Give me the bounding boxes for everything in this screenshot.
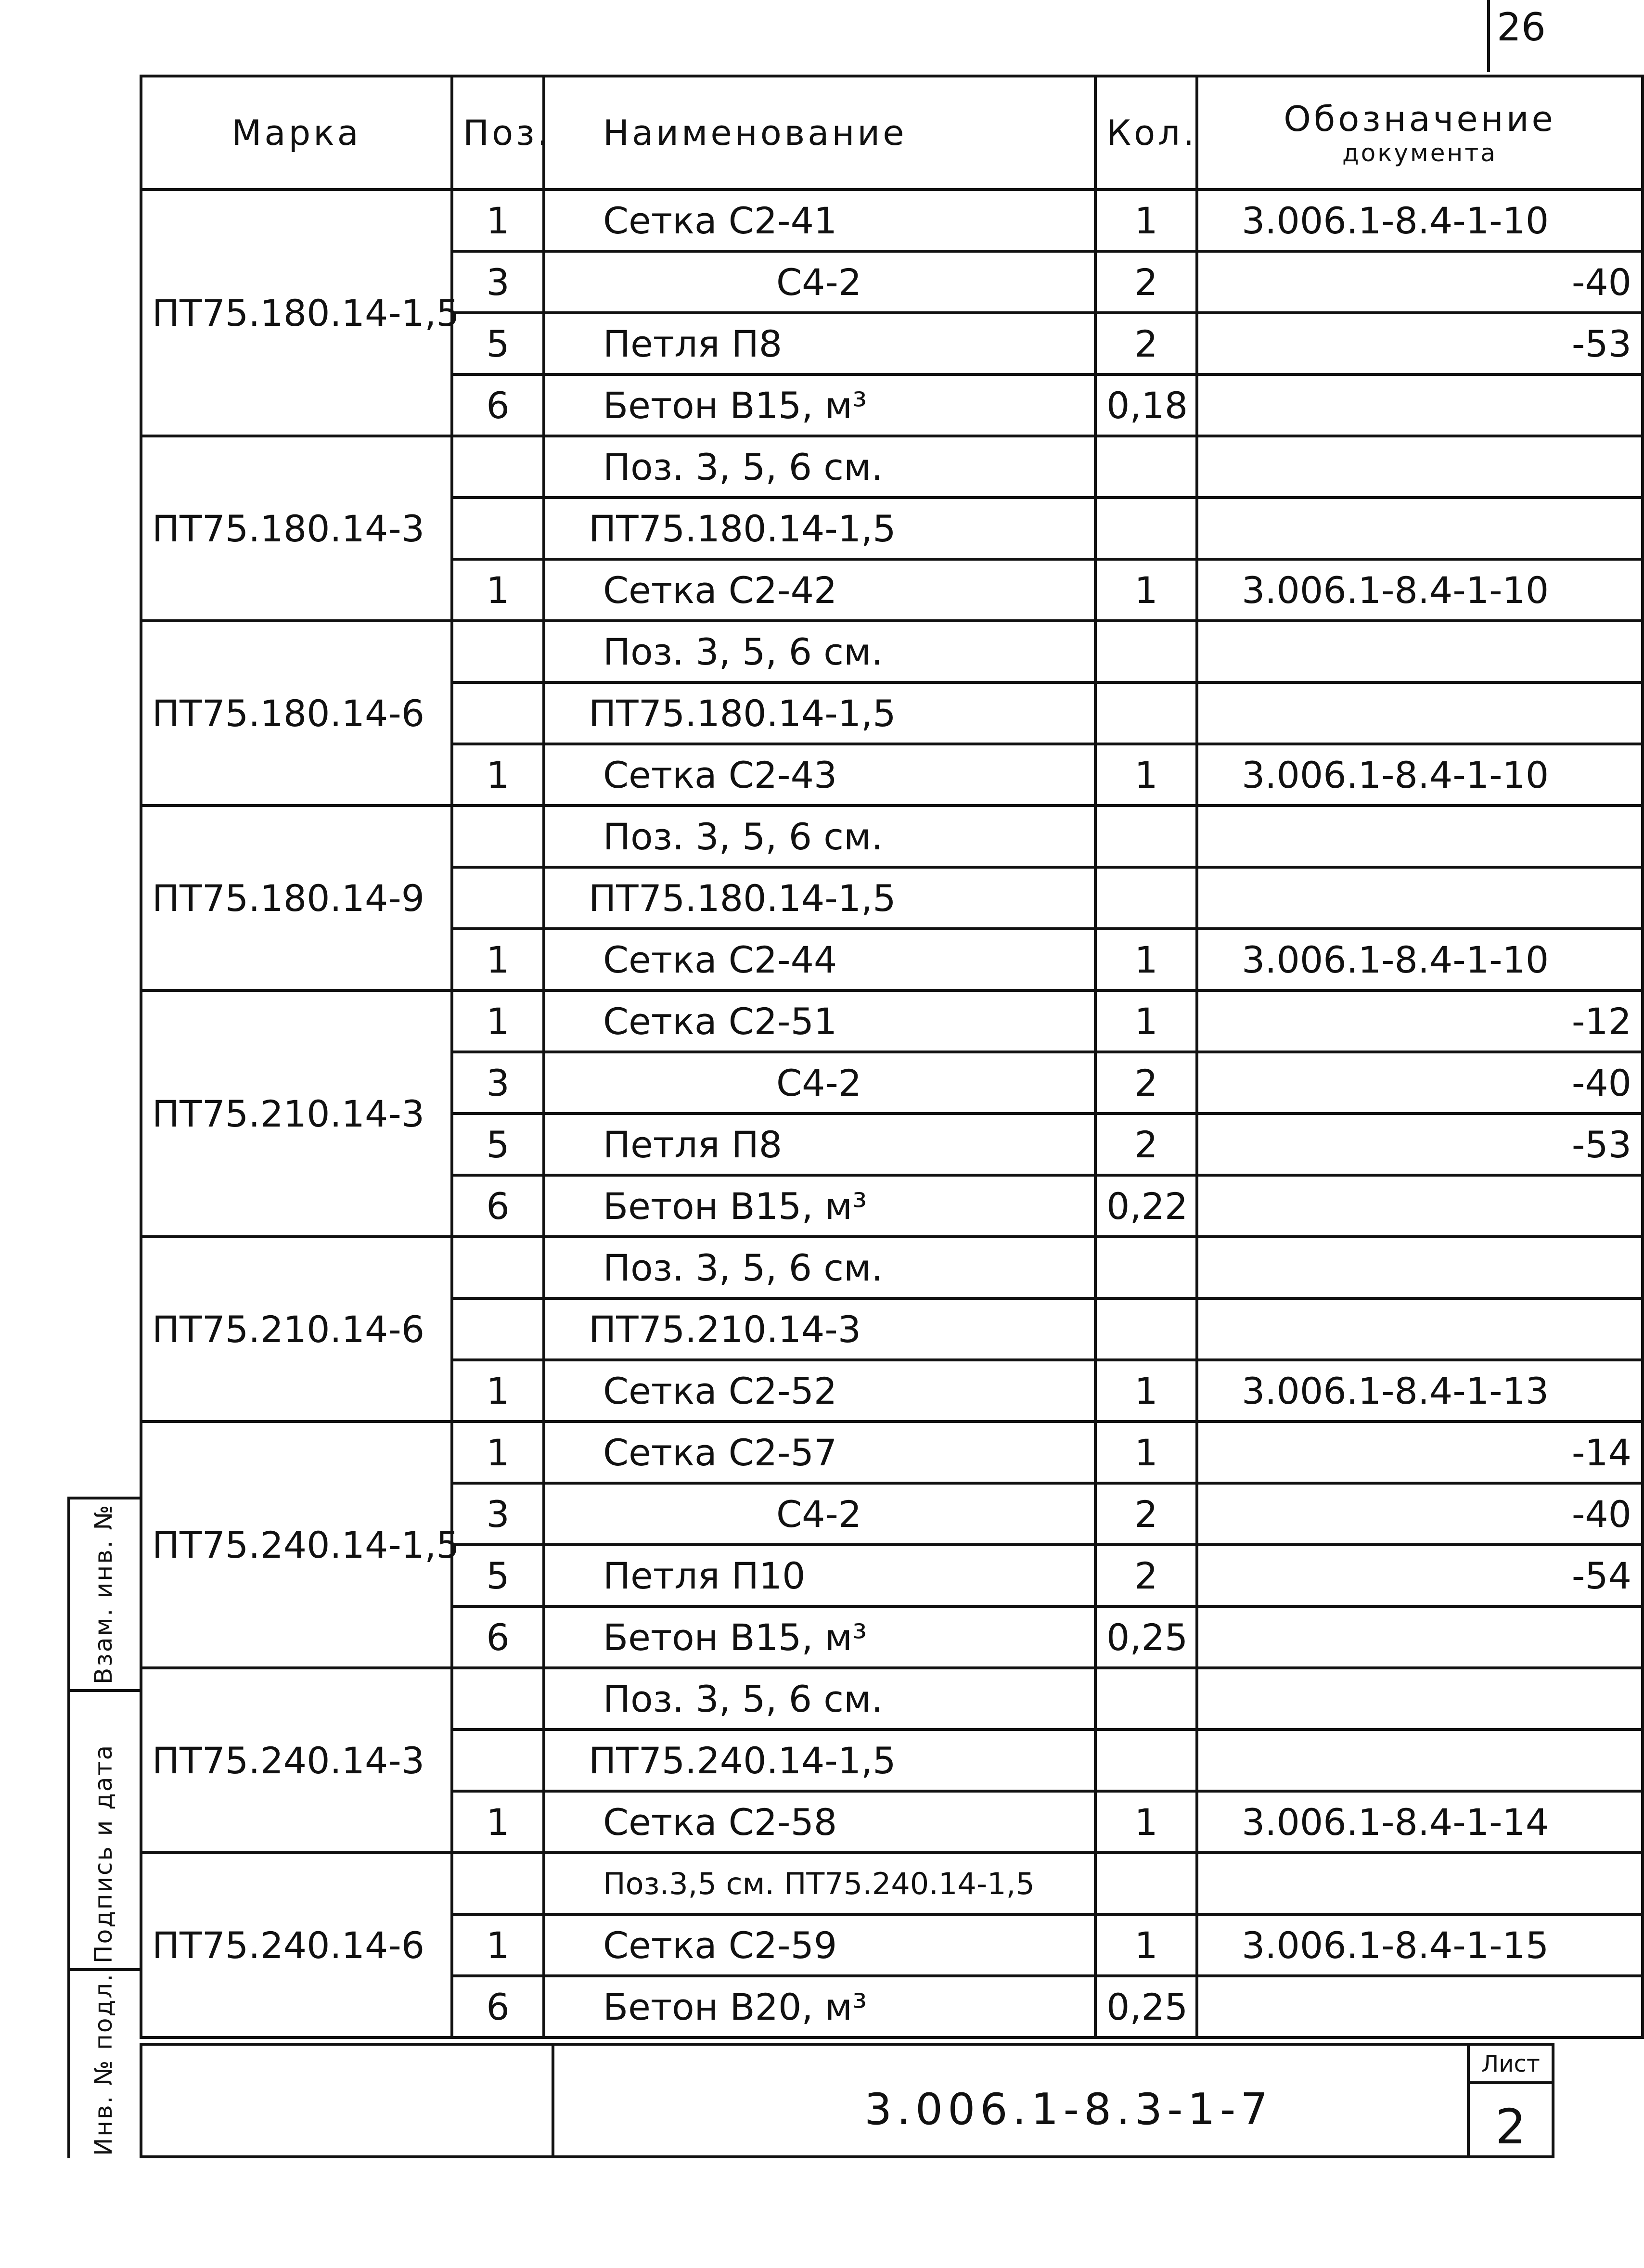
cell-mark: ПТ75.180.14-9 [141,806,452,990]
margin-stamp [67,1497,142,2158]
cell-name: Сетка С2-44 [544,929,1095,990]
cell-mark: ПТ75.210.14-6 [141,1237,452,1422]
cell-doc [1197,1175,1643,1237]
cell-qty: 2 [1095,1483,1197,1545]
cell-qty: 1 [1095,744,1197,806]
cell-doc [1197,1976,1643,2037]
cell-pos: 6 [452,1606,544,1668]
cell-doc: 3.006.1-8.4-1-14 [1197,1791,1643,1853]
header-doc-subtitle: документа [1342,139,1497,167]
cell-pos [452,682,544,744]
cell-name: Поз. 3, 5, 6 см. [544,1668,1095,1730]
cell-doc [1197,436,1643,498]
table-row [141,806,1643,867]
cell-qty: 1 [1095,1422,1197,1483]
cell-pos: 3 [452,251,544,313]
cell-pos [452,1298,544,1360]
title-block-divider [552,2046,554,2155]
cell-pos: 6 [452,374,544,436]
cell-doc: 3.006.1-8.4-1-10 [1197,744,1643,806]
cell-pos [452,1668,544,1730]
document-code: 3.006.1-8.3-1-7 [864,2084,1273,2135]
cell-pos [452,1853,544,1914]
cell-qty [1095,621,1197,682]
header-mark: Марка [141,76,452,190]
cell-qty: 1 [1095,190,1197,251]
cell-name: Поз. 3, 5, 6 см. [544,806,1095,867]
cell-doc [1197,1668,1643,1730]
cell-qty: 2 [1095,1052,1197,1114]
cell-name: ПТ75.180.14-1,5 [544,682,1095,744]
cell-name: Поз. 3, 5, 6 см. [544,621,1095,682]
cell-doc: -14 [1197,1422,1643,1483]
cell-doc: 3.006.1-8.4-1-15 [1197,1914,1643,1976]
cell-name: С4-2 [544,1483,1095,1545]
cell-name: Бетон В20, м³ [544,1976,1095,2037]
cell-pos: 1 [452,1914,544,1976]
cell-mark: ПТ75.180.14-6 [141,621,452,806]
cell-doc [1197,621,1643,682]
cell-pos: 1 [452,990,544,1052]
cell-name: Петля П8 [544,313,1095,374]
cell-name: ПТ75.180.14-1,5 [544,498,1095,559]
header-qty: Кол. [1095,76,1197,190]
cell-qty: 1 [1095,929,1197,990]
cell-doc [1197,1237,1643,1298]
cell-pos [452,1730,544,1791]
header-doc [1197,76,1643,190]
cell-name: Сетка С2-51 [544,990,1095,1052]
cell-doc: 3.006.1-8.4-1-13 [1197,1360,1643,1422]
cell-qty [1095,1668,1197,1730]
cell-name: ПТ75.240.14-1,5 [544,1730,1095,1791]
cell-doc [1197,374,1643,436]
cell-qty: 0,25 [1095,1606,1197,1668]
header-row [141,76,1643,190]
margin-seg [70,1689,142,1692]
cell-pos: 1 [452,929,544,990]
cell-qty: 0,18 [1095,374,1197,436]
cell-name: Сетка С2-43 [544,744,1095,806]
cell-name: ПТ75.180.14-1,5 [544,867,1095,929]
cell-qty [1095,867,1197,929]
cell-name: Сетка С2-42 [544,559,1095,621]
cell-pos: 5 [452,313,544,374]
cell-doc: 3.006.1-8.4-1-10 [1197,559,1643,621]
cell-qty: 2 [1095,1114,1197,1175]
cell-qty: 0,22 [1095,1175,1197,1237]
sheet-label: Лист [1470,2050,1552,2084]
cell-doc: -53 [1197,1114,1643,1175]
cell-qty: 2 [1095,313,1197,374]
sheet-box [1467,2046,1552,2155]
specification-table [140,75,1644,2039]
cell-doc [1197,1730,1643,1791]
cell-mark: ПТ75.240.14-3 [141,1668,452,1853]
cell-doc: -40 [1197,1483,1643,1545]
cell-pos: 6 [452,1175,544,1237]
cell-doc [1197,806,1643,867]
cell-doc: -40 [1197,251,1643,313]
header-doc-title: Обозначение [1284,99,1556,139]
cell-pos: 1 [452,744,544,806]
table-body [141,190,1643,2037]
table-row [141,1853,1643,1914]
cell-pos [452,1237,544,1298]
cell-name: С4-2 [544,251,1095,313]
cell-pos: 5 [452,1545,544,1606]
sheet-number-divider [1487,0,1490,72]
cell-pos: 1 [452,1791,544,1853]
cell-doc: 3.006.1-8.4-1-10 [1197,929,1643,990]
cell-name: Сетка С2-41 [544,190,1095,251]
cell-qty [1095,1237,1197,1298]
cell-pos [452,498,544,559]
cell-mark: ПТ75.210.14-3 [141,990,452,1237]
cell-pos: 3 [452,1052,544,1114]
cell-doc [1197,498,1643,559]
cell-doc: -54 [1197,1545,1643,1606]
cell-name: Сетка С2-59 [544,1914,1095,1976]
margin-label-signature: Подпись и дата [90,1743,117,1963]
margin-seg [70,1968,142,1971]
table-row [141,190,1643,251]
cell-qty: 1 [1095,990,1197,1052]
margin-seg [70,1497,142,1499]
cell-pos: 1 [452,1422,544,1483]
table-row [141,621,1643,682]
cell-name: Поз. 3, 5, 6 см. [544,1237,1095,1298]
cell-doc: -53 [1197,313,1643,374]
header-name: Наименование [544,76,1095,190]
cell-qty: 2 [1095,251,1197,313]
cell-qty [1095,682,1197,744]
cell-qty: 1 [1095,1791,1197,1853]
cell-name: Сетка С2-52 [544,1360,1095,1422]
cell-name: С4-2 [544,1052,1095,1114]
cell-doc [1197,682,1643,744]
cell-name: Бетон В15, м³ [544,374,1095,436]
cell-qty [1095,1298,1197,1360]
margin-label-replacement: Взам. инв. № [90,1503,117,1684]
cell-mark: ПТ75.240.14-6 [141,1853,452,2037]
cell-qty [1095,806,1197,867]
cell-qty: 2 [1095,1545,1197,1606]
cell-name: Сетка С2-58 [544,1791,1095,1853]
cell-qty: 1 [1095,1914,1197,1976]
cell-pos [452,806,544,867]
cell-mark: ПТ75.180.14-3 [141,436,452,621]
table-row [141,1668,1643,1730]
cell-pos [452,867,544,929]
cell-pos: 3 [452,1483,544,1545]
cell-doc: 3.006.1-8.4-1-10 [1197,190,1643,251]
cell-name: Сетка С2-57 [544,1422,1095,1483]
cell-doc [1197,1606,1643,1668]
cell-pos: 5 [452,1114,544,1175]
cell-doc [1197,1298,1643,1360]
cell-pos [452,436,544,498]
cell-name: Поз.3,5 см. ПТ75.240.14-1,5 [544,1853,1095,1914]
margin-label-inventory: Инв. № подл. [90,1973,117,2156]
cell-doc [1197,1853,1643,1914]
cell-pos [452,621,544,682]
cell-name: Поз. 3, 5, 6 см. [544,436,1095,498]
cell-name: ПТ75.210.14-3 [544,1298,1095,1360]
sheet-value: 2 [1495,2099,1526,2155]
table-row [141,1237,1643,1298]
table-row [141,436,1643,498]
cell-pos: 1 [452,1360,544,1422]
cell-qty [1095,1853,1197,1914]
cell-name: Петля П10 [544,1545,1095,1606]
table-row [141,990,1643,1052]
cell-qty: 1 [1095,1360,1197,1422]
cell-qty [1095,436,1197,498]
cell-qty: 0,25 [1095,1976,1197,2037]
cell-qty: 1 [1095,559,1197,621]
cell-name: Бетон В15, м³ [544,1175,1095,1237]
cell-name: Петля П8 [544,1114,1095,1175]
cell-pos: 1 [452,190,544,251]
cell-mark: ПТ75.240.14-1,5 [141,1422,452,1668]
cell-doc: -40 [1197,1052,1643,1114]
cell-qty [1095,1730,1197,1791]
cell-name: Бетон В15, м³ [544,1606,1095,1668]
cell-qty [1095,498,1197,559]
cell-pos: 6 [452,1976,544,2037]
header-pos: Поз. [452,76,544,190]
table-row [141,1422,1643,1483]
cell-mark: ПТ75.180.14-1,5 [141,190,452,436]
sheet-top-number: 26 [1497,5,1546,50]
cell-pos: 1 [452,559,544,621]
title-block [140,2043,1554,2158]
cell-doc: -12 [1197,990,1643,1052]
cell-doc [1197,867,1643,929]
